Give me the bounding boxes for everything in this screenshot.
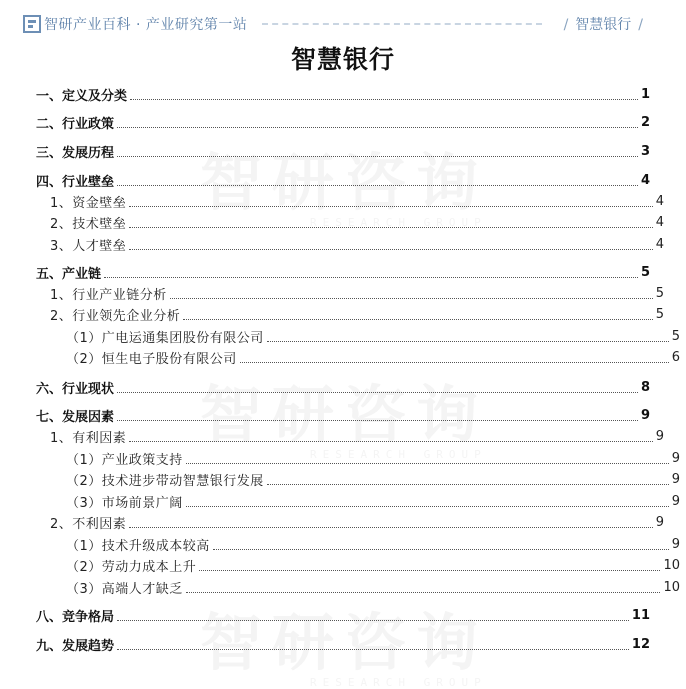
- breadcrumb: / 智慧银行 /: [563, 17, 643, 33]
- breadcrumb-item[interactable]: 智慧银行: [575, 17, 632, 33]
- toc-entry[interactable]: （1）产业政策支持 9: [66, 450, 680, 468]
- toc-entry[interactable]: 八、竞争格局 11: [36, 607, 650, 625]
- page-title: 智慧银行: [290, 45, 395, 74]
- toc-entry[interactable]: （1）广电运通集团股份有限公司 5: [66, 328, 680, 346]
- toc-entry[interactable]: 1、有利因素 9: [50, 428, 664, 446]
- toc-entry[interactable]: 1、资金壁垒 4: [50, 193, 664, 211]
- toc-entry[interactable]: 1、行业产业链分析 5: [50, 285, 664, 303]
- toc-entry[interactable]: 3、人才壁垒 4: [50, 236, 664, 254]
- watermark: 智研咨询 RESEARCH GROUP: [200, 378, 489, 461]
- toc-entry[interactable]: 六、行业现状 8: [36, 379, 650, 397]
- toc-entry[interactable]: 一、定义及分类 1: [36, 86, 650, 104]
- toc-entry[interactable]: （1）技术升级成本较高 9: [66, 536, 680, 554]
- toc-entry[interactable]: 2、不利因素 9: [50, 514, 664, 532]
- toc-entry[interactable]: （2）劳动力成本上升 10: [66, 557, 680, 575]
- toc-entry[interactable]: 2、行业领先企业分析 5: [50, 306, 664, 324]
- toc-entry[interactable]: （2）技术进步带动智慧银行发展 9: [66, 471, 680, 489]
- toc-entry[interactable]: （3）高端人才缺乏 10: [66, 579, 680, 597]
- toc-entry[interactable]: 七、发展因素 9: [36, 407, 650, 425]
- toc-entry[interactable]: （3）市场前景广阔 9: [66, 493, 680, 511]
- toc-entry[interactable]: 五、产业链 5: [36, 264, 650, 282]
- toc-entry[interactable]: 三、发展历程 3: [36, 143, 650, 161]
- toc-entry[interactable]: （2）恒生电子股份有限公司 6: [66, 349, 680, 367]
- watermark: 智研咨询 RESEARCH GROUP: [200, 146, 489, 229]
- site-tagline: 智研产业百科 · 产业研究第一站: [44, 17, 248, 33]
- header-divider: [262, 23, 542, 25]
- toc-entry[interactable]: 2、技术壁垒 4: [50, 214, 664, 232]
- logo-icon: [23, 15, 41, 33]
- toc-entry[interactable]: 二、行业政策 2: [36, 114, 650, 132]
- toc-entry[interactable]: 九、发展趋势 12: [36, 636, 650, 654]
- page-header: [0, 0, 686, 44]
- toc-entry[interactable]: 四、行业壁垒 4: [36, 172, 650, 190]
- watermark: 智研咨询 RESEARCH GROUP: [200, 606, 489, 689]
